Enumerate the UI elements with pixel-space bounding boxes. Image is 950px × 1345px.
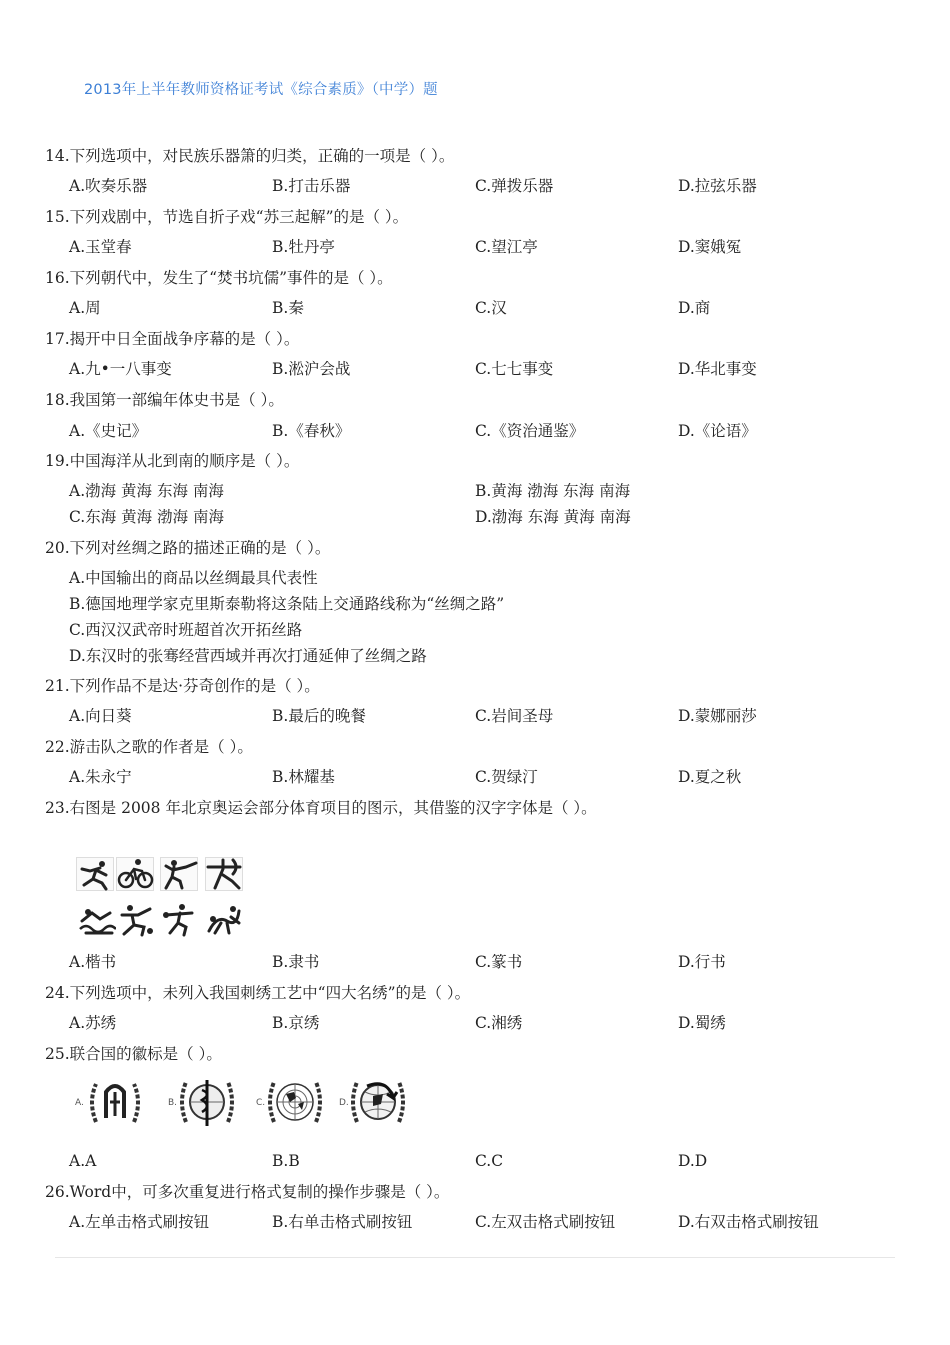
q19-option-c: C.东海 黄海 渤海 南海 <box>69 508 225 526</box>
q18-option-b: B.《春秋》 <box>272 422 351 440</box>
cycling-pictogram-icon <box>116 857 154 891</box>
who-emblem-icon <box>176 1072 238 1134</box>
q24-option-b: B.京绣 <box>272 1014 320 1032</box>
q26-option-c: C.左双击格式刷按钮 <box>475 1213 616 1231</box>
q19-option-a: A.渤海 黄海 东海 南海 <box>69 482 224 500</box>
q26-option-a: A.左单击格式刷按钮 <box>69 1213 210 1231</box>
q21-option-c: C.岩间圣母 <box>475 707 554 725</box>
fencing-pictogram-icon <box>160 857 198 891</box>
q25-option-d: D.D <box>678 1152 708 1170</box>
q20-option-a: A.中国输出的商品以丝绸最具代表性 <box>69 569 318 587</box>
q14-option-c: C.弹拨乐器 <box>475 177 554 195</box>
q23-option-c: C.篆书 <box>475 953 523 971</box>
q18-option-c: C.《资治通鉴》 <box>475 422 585 440</box>
q17-option-d: D.华北事变 <box>678 360 757 378</box>
q23-option-b: B.隶书 <box>272 953 320 971</box>
un-emblem-icon <box>264 1072 326 1134</box>
q14-option-d: D.拉弦乐器 <box>678 177 757 195</box>
q15-option-a: A.玉堂春 <box>69 238 132 256</box>
q15-option-c: C.望江亭 <box>475 238 538 256</box>
q17-option-c: C.七七事变 <box>475 360 554 378</box>
q26-option-d: D.右双击格式刷按钮 <box>678 1213 819 1231</box>
football-pictogram-icon <box>118 903 156 937</box>
q14-option-b: B.打击乐器 <box>272 177 351 195</box>
q21-option-d: D.蒙娜丽莎 <box>678 707 757 725</box>
wmo-emblem-icon <box>347 1072 409 1134</box>
boxing-pictogram-icon <box>160 903 198 937</box>
page-footer-divider <box>55 1257 895 1258</box>
question-25: 25.联合国的徽标是（ ）。 <box>45 1045 222 1063</box>
q22-option-c: C.贺绿汀 <box>475 768 538 786</box>
q15-option-d: D.窦娥冤 <box>678 238 742 256</box>
q23-option-d: D.行书 <box>678 953 726 971</box>
q15-option-b: B.牡丹亭 <box>272 238 335 256</box>
question-24: 24.下列选项中，未列入我国刺绣工艺中“四大名绣”的是（ ）。 <box>45 984 471 1002</box>
q16-option-c: C.汉 <box>475 299 507 317</box>
question-16: 16.下列朝代中，发生了“焚书坑儒”事件的是（ ）。 <box>45 269 393 287</box>
q21-option-a: A.向日葵 <box>69 707 132 725</box>
question-20: 20.下列对丝绸之路的描述正确的是（ ）。 <box>45 539 331 557</box>
q25-option-a: A.A <box>69 1152 97 1170</box>
q16-option-d: D.商 <box>678 299 711 317</box>
q20-option-d: D.东汉时的张骞经营西域并再次打通延伸了丝绸之路 <box>69 647 427 665</box>
q24-option-c: C.湘绣 <box>475 1014 523 1032</box>
question-19: 19.中国海洋从北到南的顺序是（ ）。 <box>45 452 300 470</box>
archery-pictogram-icon <box>205 857 243 891</box>
question-26: 26.Word中，可多次重复进行格式复制的操作步骤是（ ）。 <box>45 1183 450 1201</box>
question-23: 23.右图是 2008 年北京奥运会部分体育项目的图示，其借鉴的汉字字体是（ ）。 <box>45 799 597 817</box>
q25-option-c: C.C <box>475 1152 504 1170</box>
question-21: 21.下列作品不是达·芬奇创作的是（ ）。 <box>45 677 320 695</box>
q16-option-a: A.周 <box>69 299 101 317</box>
q22-option-a: A.朱永宁 <box>69 768 132 786</box>
unhcr-emblem-icon <box>84 1072 146 1134</box>
q22-option-d: D.夏之秋 <box>678 768 742 786</box>
swimming-pictogram-icon <box>78 903 116 937</box>
q20-option-b: B.德国地理学家克里斯泰勒将这条陆上交通路线称为“丝绸之路” <box>69 595 505 613</box>
q25-option-b: B.B <box>272 1152 300 1170</box>
q21-option-b: B.最后的晚餐 <box>272 707 366 725</box>
q22-option-b: B.林耀基 <box>272 768 335 786</box>
question-22: 22.游击队之歌的作者是（ ）。 <box>45 738 253 756</box>
document-header: 2013年上半年教师资格证考试《综合素质》（中学）题 <box>84 82 438 98</box>
q18-option-d: D.《论语》 <box>678 422 757 440</box>
q14-option-a: A.吹奏乐器 <box>69 177 148 195</box>
q19-option-d: D.渤海 东海 黄海 南海 <box>475 508 631 526</box>
athletics-pictogram-icon <box>76 857 114 891</box>
q16-option-b: B.秦 <box>272 299 304 317</box>
emblem-label-a: A. <box>75 1098 84 1108</box>
q18-option-a: A.《史记》 <box>69 422 148 440</box>
wrestling-pictogram-icon <box>205 903 243 937</box>
question-15: 15.下列戏剧中，节选自折子戏“苏三起解”的是（ ）。 <box>45 208 409 226</box>
emblem-label-b: B. <box>168 1098 178 1108</box>
q19-option-b: B.黄海 渤海 东海 南海 <box>475 482 631 500</box>
q24-option-a: A.苏绣 <box>69 1014 117 1032</box>
question-17: 17.揭开中日全面战争序幕的是（ ）。 <box>45 330 300 348</box>
q24-option-d: D.蜀绣 <box>678 1014 726 1032</box>
q17-option-b: B.淞沪会战 <box>272 360 351 378</box>
q26-option-b: B.右单击格式刷按钮 <box>272 1213 413 1231</box>
q20-option-c: C.西汉汉武帝时班超首次开拓丝路 <box>69 621 303 639</box>
q23-option-a: A.楷书 <box>69 953 117 971</box>
emblem-label-d: D. <box>339 1098 349 1108</box>
emblem-label-c: C. <box>256 1098 266 1108</box>
question-14: 14.下列选项中，对民族乐器箫的归类，正确的一项是（ ）。 <box>45 147 455 165</box>
q17-option-a: A.九•一八事变 <box>69 360 172 378</box>
question-18: 18.我国第一部编年体史书是（ ）。 <box>45 391 284 409</box>
